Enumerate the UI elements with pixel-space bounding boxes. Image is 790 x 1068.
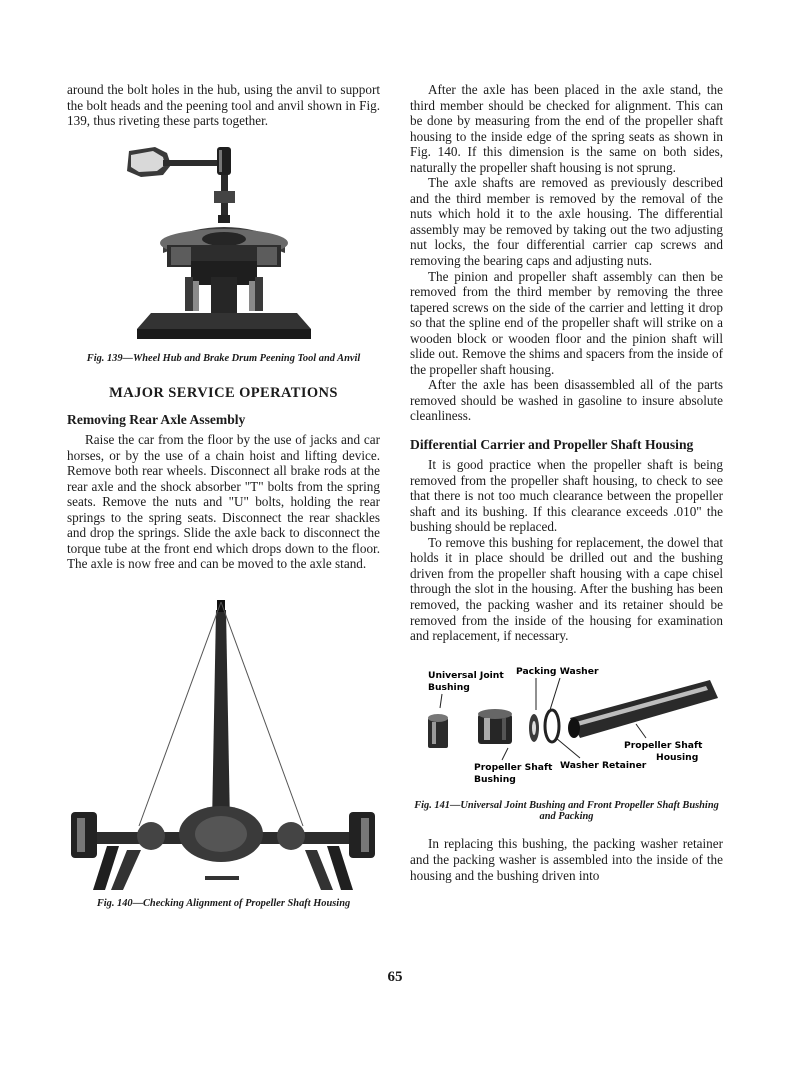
label-universal-joint-1: Universal Joint bbox=[428, 669, 504, 681]
propeller-shaft-bushing bbox=[478, 709, 512, 744]
peening-tool bbox=[214, 175, 235, 223]
label-propeller-shaft-bushing-1: Propeller Shaft bbox=[474, 761, 553, 773]
propeller-shaft-housing bbox=[139, 600, 303, 826]
label-propeller-shaft-bushing-2: Bushing bbox=[474, 773, 516, 785]
packing-washer bbox=[529, 714, 539, 742]
paragraph-intro: around the bolt holes in the hub, using the anvil to support the bolt heads and the peening tool and anvil shown in Fig. 139, thus riveting these parts together. bbox=[67, 82, 380, 129]
universal-joint-bushing bbox=[428, 714, 448, 748]
figure-140-caption: Fig. 140—Checking Alignment of Propeller Shaft Housing bbox=[96, 897, 351, 909]
label-propeller-shaft-housing-2: Housing bbox=[656, 751, 699, 763]
figure-141-bushing bbox=[410, 666, 723, 796]
anvil bbox=[185, 261, 263, 313]
label-washer-retainer: Washer Retainer bbox=[560, 759, 647, 771]
paragraph-pinion: The pinion and propeller shaft assembly can then be removed from the third member by removing the three tapered screws on the side of the carrier and letting it drop so that the spline end of the propeller shaft will strike on a wooden block or wooden floor and the pinion shaft will slide out. Remove the shims and spacers from the inside of the propeller shaft housing. bbox=[410, 268, 723, 377]
right-column bbox=[410, 82, 723, 883]
paragraph-removing-rear-axle: Raise the car from the floor by the use of jacks and car horses, or by the use of a chain hoist and lifting device. Remove both rear wheels. Disconnect all brake rods at the rear axle and the shock absorber "T" bolts from the spring seats. Remove the nuts and "U" bolts, holding the rear springs to the spring seats. Disconnect the rear shackles and drop the springs. Slide the axle back to disconnect the torque tube at the front end which drops down to the floor. The axle is now free and can be moved to the axle stand. bbox=[67, 432, 380, 572]
bushing-illustration bbox=[410, 666, 723, 796]
peening-tool-illustration bbox=[67, 141, 380, 347]
page-number: 65 bbox=[387, 969, 403, 985]
paragraph-axle-shafts: The axle shafts are removed as previously described and the third member is removed by the removal of the nuts which hold it to the axle housing. The differential assembly may be removed by taking out the two adjusting nut locks, the four differential carrier cap screws and removing the bearing caps and adjusting nuts. bbox=[410, 175, 723, 269]
axle-alignment-illustration bbox=[67, 594, 380, 892]
paragraph-bushing-clearance: It is good practice when the propeller shaft is being removed from the propeller shaft housing, to check to see that there is not too much clearance between the propeller shaft and its bushing. If this clearance exceeds .010" the bushing should be replaced. bbox=[410, 457, 723, 535]
figure-139-peening-tool bbox=[67, 141, 380, 347]
subheading-differential-carrier: Differential Carrier and Propeller Shaft Housing bbox=[410, 437, 694, 453]
figure-140-alignment bbox=[67, 594, 380, 892]
left-column bbox=[67, 82, 380, 909]
paragraph-bushing-removal: To remove this bushing for replacement, the dowel that holds it in place should be drilled out and the bushing driven from the propeller shaft housing with a cape chisel through the slot in the housing. After the bushing has been removed, the packing washer and its retainer should be removed from the inside of the housing for examination and replacement, if necessary. bbox=[410, 534, 723, 644]
washer-retainer bbox=[545, 710, 559, 742]
label-packing-washer: Packing Washer bbox=[516, 665, 599, 677]
hand-with-hammer bbox=[127, 147, 231, 177]
section-heading: MAJOR SERVICE OPERATIONS bbox=[109, 385, 338, 402]
subheading-removing-rear-axle: Removing Rear Axle Assembly bbox=[67, 412, 246, 428]
label-universal-joint-2: Bushing bbox=[428, 681, 470, 693]
figure-139-caption: Fig. 139—Wheel Hub and Brake Drum Peening Tool and Anvil bbox=[86, 352, 361, 364]
paragraph-replacing-bushing: In replacing this bushing, the packing washer retainer and the packing washer is assembled into the inside of the housing and the bushing driven into bbox=[410, 836, 723, 883]
tool-base bbox=[137, 313, 311, 339]
paragraph-cleaning: After the axle has been disassembled all of the parts removed should be washed in gasoline to insure absolute cleanliness. bbox=[410, 377, 723, 424]
paragraph-alignment: After the axle has been placed in the axle stand, the third member should be checked for alignment. This can be done by measuring from the end of the propeller shaft housing to the inside edge of the spring seats as shown in Fig. 140. If this dimension is the same on both sides, naturally the propeller shaft housing is not sprung. bbox=[410, 82, 723, 175]
label-propeller-shaft-housing-1: Propeller Shaft bbox=[624, 739, 703, 751]
propeller-shaft-housing-tube bbox=[568, 680, 718, 738]
figure-141-caption: Fig. 141—Universal Joint Bushing and Front Propeller Shaft Bushing and Packing bbox=[414, 799, 719, 822]
